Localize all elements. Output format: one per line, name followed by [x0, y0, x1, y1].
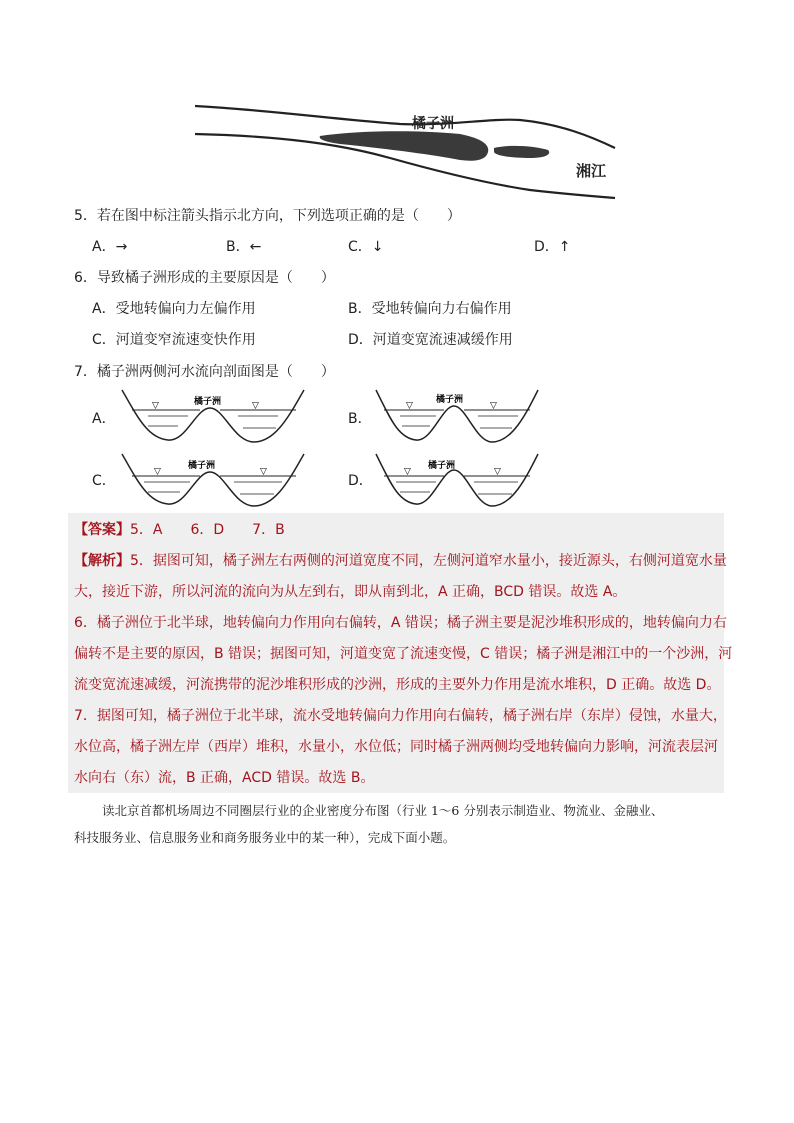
question-7-option-c: C．	[92, 473, 116, 489]
profile-d	[372, 452, 542, 516]
answer-text: 5．A 6．D 7．B	[130, 522, 285, 538]
island-main	[320, 131, 489, 161]
analysis-line-3: 6．橘子洲位于北半球，地转偏向力作用向右偏转，A 错误；橘子洲主要是泥沙堆积形成的，地转偏向力右	[74, 615, 727, 631]
svg-text:橘子洲: 橘子洲	[436, 395, 464, 405]
question-5-option-d: D．↑	[534, 239, 571, 255]
svg-text:▽: ▽	[154, 467, 161, 477]
svg-text:▽: ▽	[406, 401, 413, 411]
analysis-line-2: 大，接近下游，所以河流的流向为从左到右，即从南到北，A 正确，BCD 错误。故选 A。	[74, 584, 627, 600]
svg-text:橘子洲: 橘子洲	[428, 461, 456, 471]
question-5-option-a: A．→	[92, 239, 128, 255]
question-7-stem: 7．橘子洲两侧河水流向剖面图是（ ）	[74, 364, 335, 380]
reading-line-2: 科技服务业、信息服务业和商务服务业中的某一种），完成下面小题。	[74, 830, 456, 845]
svg-text:橘子洲: 橘子洲	[188, 461, 216, 471]
svg-text:▽: ▽	[404, 467, 411, 477]
analysis-line-8: 水向右（东）流，B 正确，ACD 错误。故选 B。	[74, 770, 375, 786]
analysis-line-5: 流变宽流速减缓，河流携带的泥沙堆积形成的沙洲，形成的主要外力作用是流水堆积，D 正确。故选 D。	[74, 677, 721, 693]
river-label: 湘江	[576, 162, 607, 180]
reading-line-1: 读北京首都机场周边不同圈层行业的企业密度分布图（行业 1～6 分别表示制造业、物流业、金融业、	[102, 803, 664, 818]
analysis-line-7: 水位高，橘子洲左岸（西岸）堆积，水量小，水位低；同时橘子洲两侧均受地转偏向力影响，河流表层河	[74, 739, 718, 755]
analysis-label: 【解析】	[74, 553, 130, 569]
analysis-line-6: 7．据图可知，橘子洲位于北半球，流水受地转偏向力作用向右偏转，橘子洲右岸（东岸）侵蚀，水量大，	[74, 708, 727, 724]
island-small	[494, 146, 549, 158]
svg-text:▽: ▽	[152, 401, 159, 411]
profile-b	[372, 388, 542, 452]
question-7-option-b: B．	[348, 411, 372, 427]
analysis-line-1: 【解析】5．据图可知，橘子洲左右两侧的河道宽度不同，左侧河道窄水量小，接近源头，右侧河道宽水量	[74, 553, 727, 569]
question-6-option-a: A．受地转偏向力左偏作用	[92, 301, 256, 317]
svg-text:橘子洲: 橘子洲	[194, 397, 222, 407]
profile-a	[118, 388, 308, 452]
svg-text:▽: ▽	[260, 467, 267, 477]
answer-line	[74, 520, 285, 540]
svg-text:▽: ▽	[490, 401, 497, 411]
profile-c	[118, 452, 308, 516]
question-6-option-c: C．河道变窄流速变快作用	[92, 332, 256, 348]
question-5-option-b: B．←	[226, 239, 262, 255]
question-5-option-c: C．↓	[348, 239, 384, 255]
island-label: 橘子洲	[412, 116, 454, 132]
question-5-stem: 5．若在图中标注箭头指示北方向，下列选项正确的是（ ）	[74, 208, 461, 224]
river-map	[190, 96, 620, 206]
svg-text:▽: ▽	[494, 467, 501, 477]
question-6-option-b: B．受地转偏向力右偏作用	[348, 301, 512, 317]
question-7-option-a: A．	[92, 411, 116, 427]
question-6-option-d: D．河道变宽流速减缓作用	[348, 332, 513, 348]
question-7-option-d: D．	[348, 473, 373, 489]
question-6-stem: 6．导致橘子洲形成的主要原因是（ ）	[74, 270, 335, 286]
answer-label: 【答案】	[74, 522, 130, 538]
svg-text:▽: ▽	[252, 401, 259, 411]
analysis-line-4: 偏转不是主要的原因，B 错误；据图可知，河道变宽了流速变慢，C 错误；橘子洲是湘江中的一个沙洲，河	[74, 646, 733, 662]
